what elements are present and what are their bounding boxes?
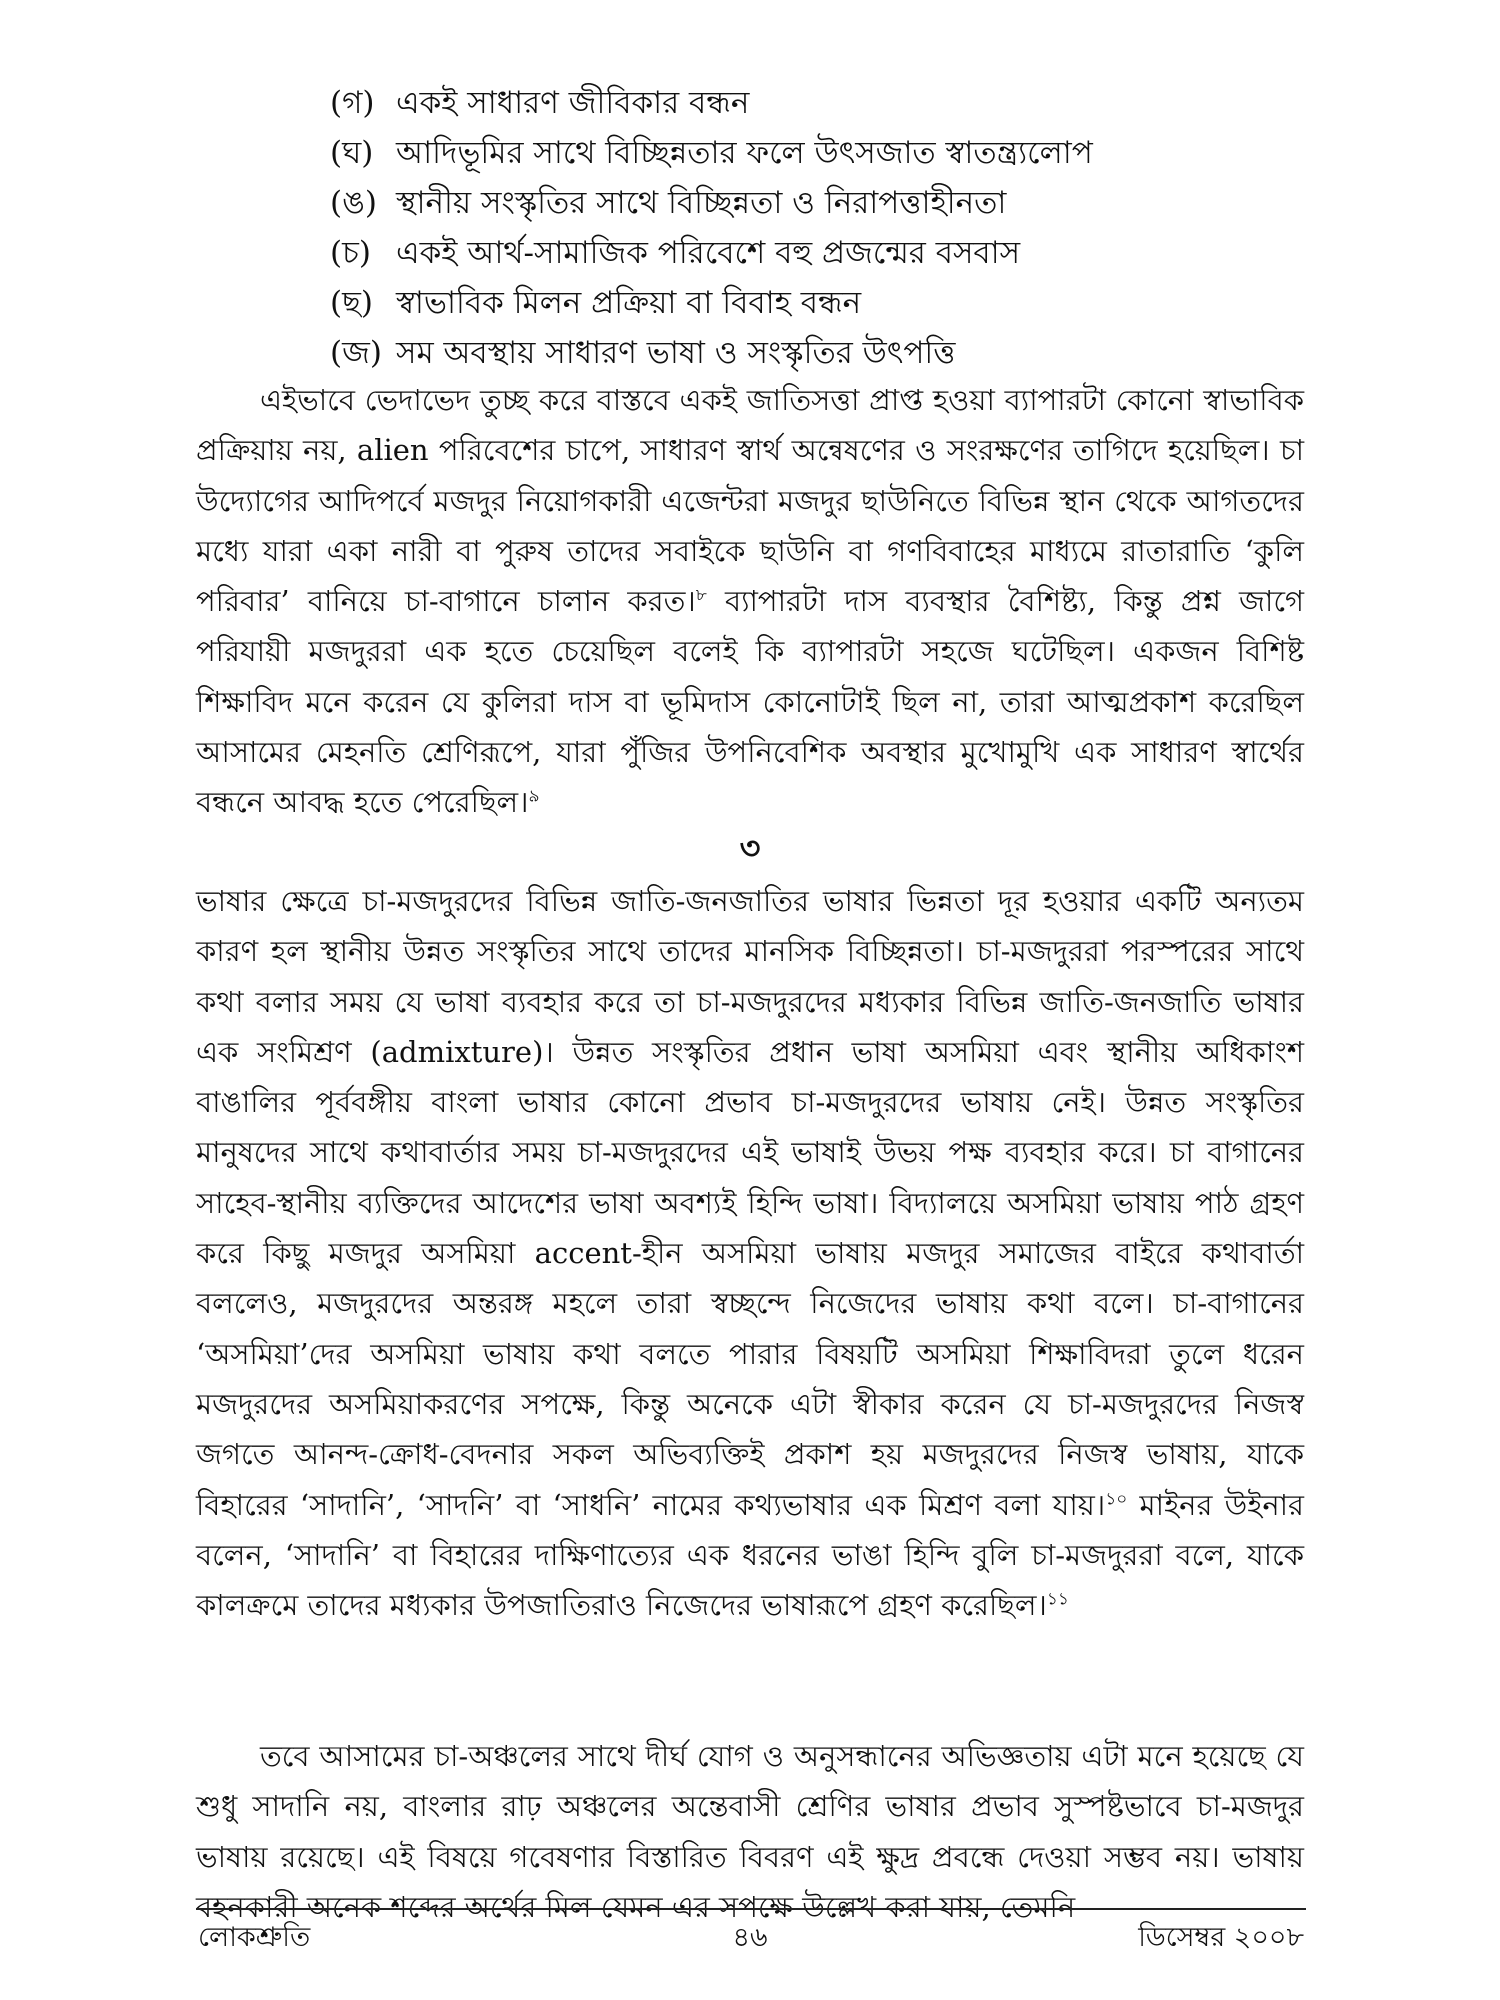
list-marker: (ছ) <box>330 285 373 321</box>
list-text: স্বাভাবিক মিলন প্রক্রিয়া বা বিবাহ বন্ধন <box>396 285 862 321</box>
list-item <box>330 128 1330 178</box>
list-item <box>330 178 1330 228</box>
list-marker: (জ) <box>330 335 382 371</box>
list-item <box>330 278 1330 328</box>
footnote-ref: ৮ <box>695 585 707 606</box>
section-number: ৩ <box>739 829 761 867</box>
list-item <box>330 78 1330 128</box>
footnote-ref: ১০ <box>1105 1488 1128 1509</box>
list-marker: (ঙ) <box>330 185 377 221</box>
paragraph-text: এইভাবে ভেদাভেদ তুচ্ছ করে বাস্তবে একই জাতিসত্তা প্রাপ্ত হওয়া ব্যাপারটা কোনো স্বাভাবিক প্রক্রিয়ায় নয়, alien পরিবেশের চাপে, সাধারণ স্বার্থ অন্বেষণের ও সংরক্ষণের তাগিদে হয়েছিল। চা উদ্যোগের আদিপর্বে মজদুর নিয়োগকারী এজেন্টরা মজদুর ছাউনিতে বিভিন্ন স্থান থেকে আগতদের মধ্যে যারা একা নারী বা পুরুষ তাদের সবাইকে ছাউনি বা গণবিবাহের মাধ্যমে রাতারাতি ‘কুলি পরিবার’ বানিয়ে চা-বাগানে চালান করত। <box>196 383 1304 619</box>
footer-page-number: ৪৬ <box>732 1922 768 1953</box>
list-text: স্থানীয় সংস্কৃতির সাথে বিচ্ছিন্নতা ও নিরাপত্তাহীনতা <box>396 185 1007 221</box>
list-marker: (গ) <box>330 85 375 121</box>
list-marker: (ঘ) <box>330 135 374 171</box>
list-text: আদিভূমির সাথে বিচ্ছিন্নতার ফলে উৎসজাত স্বাতন্ত্র্যলোপ <box>396 135 1093 171</box>
footer-date: ডিসেম্বর ২০০৮ <box>1138 1922 1304 1953</box>
footer-journal-name: লোকশ্রুতি <box>198 1922 311 1953</box>
factor-list <box>330 78 1330 378</box>
list-text: সম অবস্থায় সাধারণ ভাষা ও সংস্কৃতির উৎপত্তি <box>396 335 956 371</box>
list-item <box>330 228 1330 278</box>
list-text: একই সাধারণ জীবিকার বন্ধন <box>396 85 750 121</box>
paragraph-3: তবে আসামের চা-অঞ্চলের সাথে দীর্ঘ যোগ ও অনুসন্ধানের অভিজ্ঞতায় এটা মনে হয়েছে যে শুধু সাদানি নয়, বাংলার রাঢ় অঞ্চলের অন্তেবাসী শ্রেণির ভাষার প্রভাব সুস্পষ্টভাবে চা-মজদুর ভাষায় রয়েছে। এই বিষয়ে গবেষণার বিস্তারিত বিবরণ এই ক্ষুদ্র প্রবন্ধে দেওয়া সম্ভব নয়। ভাষায় বহনকারী অনেক শব্দের অর্থের মিল যেমন এর সপক্ষে উল্লেখ করা যায়, তেমনি <box>196 1739 1304 1924</box>
paragraph-1 <box>196 375 1304 828</box>
list-item <box>330 328 1330 378</box>
list-text: একই আর্থ-সামাজিক পরিবেশে বহু প্রজন্মের বসবাস <box>396 235 1021 271</box>
paragraph-2 <box>196 876 1304 1630</box>
footnote-ref: ৯ <box>528 786 540 807</box>
list-marker: (চ) <box>330 235 371 271</box>
footer-divider <box>196 1908 1306 1910</box>
paragraph-text: মাইনর উইনার বলেন, ‘সাদানি’ বা বিহারের দাক্ষিণাত্যের এক ধরনের ভাঙা হিন্দি বুলি চা-মজদুররা বলে, যাকে কালক্রমে তাদের মধ্যকার উপজাতিরাও নিজেদের ভাষারূপে গ্রহণ করেছিল। <box>196 1487 1305 1623</box>
footnote-ref: ১১ <box>1046 1589 1069 1610</box>
paragraph-text: ব্যাপারটা দাস ব্যবস্থার বৈশিষ্ট্য, কিন্তু প্রশ্ন জাগে পরিযায়ী মজদুররা এক হতে চেয়েছিল বলেই কি ব্যাপারটা সহজে ঘটেছিল। একজন বিশিষ্ট শিক্ষাবিদ মনে করেন যে কুলিরা দাস বা ভূমিদাস কোনোটাই ছিল না, তারা আত্মপ্রকাশ করেছিল আসামের মেহনতি শ্রেণিরূপে, যারা পুঁজির উপনিবেশিক অবস্থার মুখোমুখি এক সাধারণ স্বার্থের বন্ধনে আবদ্ধ হতে পেরেছিল। <box>196 584 1305 820</box>
paragraph-text: ভাষার ক্ষেত্রে চা-মজদুরদের বিভিন্ন জাতি-জনজাতির ভাষার ভিন্নতা দূর হওয়ার একটি অন্যতম কারণ হল স্থানীয় উন্নত সংস্কৃতির সাথে তাদের মানসিক বিচ্ছিন্নতা। চা-মজদুররা পরস্পরের সাথে কথা বলার সময় যে ভাষা ব্যবহার করে তা চা-মজদুরদের মধ্যকার বিভিন্ন জাতি-জনজাতি ভাষার এক সংমিশ্রণ (admixture)। উন্নত সংস্কৃতির প্রধান ভাষা অসমিয়া এবং স্থানীয় অধিকাংশ বাঙালির পূর্ববঙ্গীয় বাংলা ভাষার কোনো প্রভাব চা-মজদুরদের ভাষায় নেই। উন্নত সংস্কৃতির মানুষদের সাথে কথাবার্তার সময় চা-মজদুরদের এই ভাষাই উভয় পক্ষ ব্যবহার করে। চা বাগানের সাহেব-স্থানীয় ব্যক্তিদের আদেশের ভাষা অবশ্যই হিন্দি ভাষা। বিদ্যালয়ে অসমিয়া ভাষায় পাঠ গ্রহণ করে কিছু মজদুর অসমিয়া accent-হীন অসমিয়া ভাষায় মজদুর সমাজের বাইরে কথাবার্তা বললেও, মজদুরদের অন্তরঙ্গ মহলে তারা স্বচ্ছন্দে নিজেদের ভাষায় কথা বলে। চা-বাগানের ‘অসমিয়া’দের অসমিয়া ভাষায় কথা বলতে পারার বিষয়টি অসমিয়া শিক্ষাবিদরা তুলে ধরেন মজদুরদের অসমিয়াকরণের সপক্ষে, কিন্তু অনেকে এটা স্বীকার করেন যে চা-মজদুরদের নিজস্ব জগতে আনন্দ-ক্রোধ-বেদনার সকল অভিব্যক্তিই প্রকাশ হয় মজদুরদের নিজস্ব ভাষায়, যাকে বিহারের ‘সাদানি’, ‘সাদনি’ বা ‘সাধনি’ নামের কথ্যভাষার এক মিশ্রণ বলা যায়। <box>196 884 1304 1522</box>
